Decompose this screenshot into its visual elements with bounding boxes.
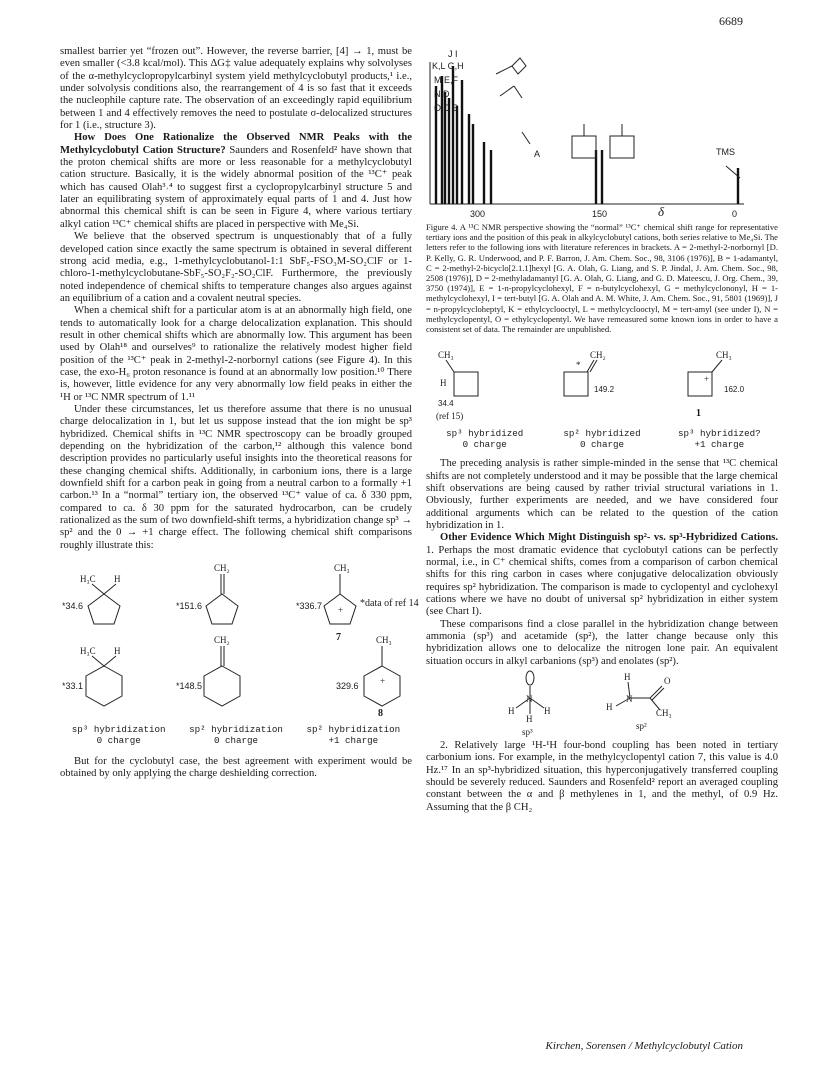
data-reference-note: *data of ref 14 — [360, 598, 419, 610]
hybridization-label: sp³ hybridized — [446, 428, 524, 440]
charge-label: 0 charge — [96, 735, 141, 747]
svg-text:CH₃: CH₃ — [438, 350, 454, 361]
svg-text:*: * — [576, 360, 581, 371]
shift-value: 329.6 — [336, 681, 359, 692]
paragraph: When a chemical shift for a particular atom is at an abnormally high field, one tends to automatically look for a charge delocalization explanation. This should result in other chemical shifts which are abnormally low. This argument has been used by Olah¹⁸ and ourselves⁹ to rationalize the relatively modest higher field position of the ¹³C⁺ peak in 2-methyl-2-norbornyl cations (see Figure 4). In this case, the exo-H₆ proton resonance is found at an abnormally low position.¹⁰ There is, however, little evidence for any very abnormally low field peaks in either the ¹H or ¹³C NMR spectrum of 1.¹¹ — [60, 305, 412, 403]
shift-value: *336.7 — [296, 601, 323, 612]
cyclopentane-ring — [88, 594, 120, 624]
cyclohexane-ring — [86, 666, 122, 706]
shift-value: *148.5 — [176, 681, 203, 692]
chemical-structures-drawing — [60, 556, 412, 716]
axis-delta-label: δ — [658, 204, 665, 219]
ammonia-acetamide-drawing — [426, 668, 778, 728]
svg-text:H: H — [606, 702, 613, 713]
svg-text:H: H — [114, 574, 121, 585]
paragraph: 2. Relatively large ¹H-¹H four-bond coupling has been noted in tertiary carbonium ions. For example, in the methylcyclopentyl cation 7, this value is 4.0 Hz.¹⁷ In an sp³-hybridized situation, this hyperconjugatively transferred coupling should be severely reduced. Saunders and Rosenfeld² report an averaged coupling constant between the α and β methylenes in 1, and the methyl, of 0.9 Hz. Assuming that the β CH₂ — [426, 740, 778, 813]
hybridization-labels — [426, 428, 778, 450]
tms-label: TMS — [716, 147, 735, 157]
peak-labels: O C B — [434, 103, 459, 113]
shift-value: *151.6 — [176, 601, 203, 612]
compound-number: 7 — [336, 632, 341, 644]
svg-text:H: H — [624, 672, 631, 683]
shift-value: 162.0 — [724, 385, 745, 395]
shift-value: *33.1 — [62, 681, 84, 692]
section-heading: Other Evidence Which Might Distinguish sp²- vs. sp³-Hybridized Cations. — [440, 532, 778, 544]
peak-labels: K,L G,H — [432, 61, 464, 71]
charge-label: +1 charge — [694, 439, 745, 451]
svg-text:H₃C: H₃C — [80, 646, 96, 657]
page-number: 6689 — [719, 14, 743, 28]
shift-value: 34.4 — [438, 399, 454, 409]
svg-text:CH₃: CH₃ — [656, 708, 672, 719]
charge-label: 0 charge — [462, 439, 507, 451]
section-paragraph — [60, 132, 412, 231]
charge-label: 0 charge — [213, 735, 259, 747]
shift-value: 149.2 — [594, 385, 615, 395]
hybridization-label: sp² hybridization — [306, 724, 401, 736]
peak-label-a: A — [534, 149, 541, 159]
compound-number: 1 — [696, 408, 701, 420]
peak-labels: M E,F — [434, 75, 458, 85]
hybridization-label: sp² — [636, 721, 647, 732]
svg-text:H: H — [114, 646, 121, 657]
hybridization-labels — [60, 724, 412, 746]
cyclobutyl-cation-icon — [572, 136, 596, 158]
svg-text:+: + — [704, 374, 710, 385]
methylenecyclohexane-ring — [204, 666, 240, 706]
cyclobutyl-comparison-figure — [426, 346, 778, 454]
svg-text:H: H — [508, 706, 515, 717]
axis-tick-label: 300 — [470, 209, 486, 219]
paragraph-text: Saunders and Rosenfeld² have shown that the proton chemical shifts are more or less reasonable for a methylcyclobutyl cation structure. Basically, it is the widely abnormal position of the ¹³C⁺ peak which has caused Olah³˒⁴ to suggest first a cyclopropylcarbinyl structure 5 and later an equilibrating system of approximately equal parts of 1 and 4. Just how abnormal this chemical shift is can be seen in Figure 4, where various tertiary alkyl cation ¹³C⁺ chemical shifts are placed in perspective with Me₄Si. — [60, 144, 412, 230]
chemical-shift-comparison-figure — [60, 556, 419, 752]
svg-text:CH₃: CH₃ — [376, 635, 392, 646]
peak-labels: J I — [448, 49, 458, 59]
svg-text:CH₂: CH₂ — [590, 350, 606, 361]
compound-number: 8 — [378, 708, 383, 720]
svg-text:+: + — [380, 676, 386, 687]
svg-text:H: H — [544, 706, 551, 717]
figure-4-caption: Figure 4. A ¹³C NMR perspective showing the “normal” ¹³C⁺ chemical shift range for representative tertiary ions and the position of this peak in alkylcyclobutyl cations, both series relative to Me₄Si. The letters refer to the following ions with literature references in brackets. A = 2-methyl-2-norbornyl [D. P. Kelly, G. R. Underwood, and P. F. Barron, J. Am. Chem. Soc., 98, 3106 (1976)], B = 1-adamantyl, C = 2-methyl-2-bicyclo[2.1.1]hexyl [G. A. Olah, G. Liang, and S. P. Jindal, J. Am. Chem. Soc., 98, 2508 (1976)], D = 2-methyladamantyl [G. A. Olah, G. Liang, and G. D. Mateescu, J. Org. Chem., 39, 3750 (1974)], E = 1-n-propylcyclohexyl, F = n-butylcyclohexyl, G = methylcyclononyl, H = 1-methylcyclohexyl, I = tert-butyl [G. A. Olah and A. M. White, J. Am. Chem. Soc., 91, 5801 (1969)], J = n-propylcycloheptyl, K = ethylcyclooctyl, L = methylcyclooctyl, M = tert-amyl (see under I), N = methylcyclopentyl, O = ethylcyclopentyl. We have remeasured some known ions in order to have a consistent set of data. The remainder are unpublished. — [426, 222, 778, 335]
shift-value: *34.6 — [62, 601, 84, 612]
svg-text:H: H — [440, 378, 447, 389]
section-paragraph — [426, 532, 778, 618]
nmr-perspective-plot — [426, 46, 778, 222]
hybridization-label: sp³ — [522, 727, 533, 738]
charge-label: +1 charge — [328, 735, 379, 747]
svg-text:CH₃: CH₃ — [334, 563, 350, 574]
axis-tick-label: 150 — [592, 209, 608, 219]
methylcyclobutane-ring — [454, 372, 478, 396]
svg-text:+: + — [338, 605, 344, 616]
cyclobutyl-cation-icon — [610, 136, 634, 158]
running-footer: Kirchen, Sorensen / Methylcyclobutyl Cation — [545, 1040, 743, 1052]
paragraph: These comparisons find a close parallel in the hybridization change between ammonia (sp³) and acetamide (sp²), the latter change because only this hybridization allows one to delocalize the nitrogen lone pair. An equivalent situation occurs in alkyl carbanions (sp³) and enolates (sp²). — [426, 618, 778, 667]
paragraph: But for the cyclobutyl case, the best agreement with experiment would be obtained by only applying the charge deshielding correction. — [60, 756, 412, 780]
svg-text:CH₂: CH₂ — [214, 635, 230, 646]
svg-text:N: N — [626, 694, 633, 705]
svg-text:CH₃: CH₃ — [716, 350, 732, 361]
section-heading: How Does One Rationalize the Observed NMR Peaks with the Methylcyclobutyl Cation Structure? — [60, 132, 412, 156]
hybridization-label: sp³ hybridization — [71, 724, 166, 736]
paragraph: smallest barrier yet “frozen out”. However, the reverse barrier, [4] → 1, must be even smaller (<3.8 kcal/mol). This ΔG‡ value adequately explains why solvolyses of the α-methylcyclopropylcarbinyl system yield methylcyclobutyl products,¹ i.e., under solvolysis conditions also, the rearrangement of 4 is so fast that it exceeds the nucleophile capture rate. The observation of an exceedingly rapid equilibrium between 1 and 4 effectively removes the need to postulate σ-delocalized structures for 1 (i.e., structure 3). — [60, 46, 412, 132]
left-column — [60, 46, 419, 781]
hybridization-label: sp³ hybridized? — [677, 428, 761, 440]
svg-text:N: N — [526, 694, 533, 705]
methylenecyclobutane-ring — [564, 372, 588, 396]
paragraph: Under these circumstances, let us therefore assume that there is no unusual charge delocalization in 1, but let us suppose instead that the ion might be sp³ hybridized. Chemical shifts in ¹³C NMR spectroscopy can be broadly grouped depending on the hybridization of the carbon,¹² although this valence bond description provides no particularly useful insights into the theoretical reasons for these changing chemical shifts. Additionally, in carbonium ions, there is a large downfield shift for a carbon peak in going from a neutral carbon to a formally +1 carbon.¹³ In a “normal” tertiary ion, the observed ¹³C⁺ value of ca. δ 330 ppm, compared to ca. δ 30 ppm for the saturated hydrocarbon, can be crudely rationalized as the sum of two downfield-shift terms, a hybridization change sp³ → sp² and the 0 → +1 charge effect. The following chemical shift comparisons roughly illustrate this: — [60, 403, 412, 551]
methylenecyclopentane-ring — [206, 594, 238, 624]
svg-text:H: H — [526, 714, 533, 725]
ammonia-acetamide-figure — [426, 668, 778, 740]
peak-labels: N D — [434, 89, 450, 99]
charge-label: 0 charge — [579, 439, 625, 451]
svg-text:CH₂: CH₂ — [214, 563, 230, 574]
axis-tick-label: 0 — [732, 209, 738, 219]
hybridization-label: sp² hybridization — [189, 724, 283, 736]
svg-text:H₃C: H₃C — [80, 574, 96, 585]
paragraph: We believe that the observed spectrum is unquestionably that of a fully developed cation since exactly the same spectrum is obtained in several different strong acid media, e.g., 1-methylcyclobutanol-1:1 SbF₅-FSO₃M-SO₂ClF or 1-chloro-1-methylcyclobutane-SbF₅-SO₂F₂-SO₂ClF. Furthermore, the previously noted independence of chemical shifts to temperature changes also argues against an equilibrium of a cation and a covalent neutral species. — [60, 231, 412, 304]
right-column — [426, 46, 778, 814]
figure-4-nmr-spectrum — [426, 46, 778, 222]
paragraph: The preceding analysis is rather simple-minded in the sense that ¹³C chemical shifts are not completely understood and it may be possible that the large chemical shift observations are being caused by rather trivial structural variations in 1. Obviously, further experiments are needed, and we have considered four additional arguments which can be related to the question of the cation hybridization in 1. — [426, 458, 778, 531]
methylcyclohexyl-cation-ring — [364, 666, 400, 706]
reference-note: (ref 15) — [436, 411, 464, 422]
hybridization-label: sp² hybridized — [563, 428, 641, 440]
svg-text:O: O — [664, 676, 671, 687]
paragraph-text: 1. Perhaps the most dramatic evidence that cyclobutyl cations can be perfectly normal, i.e., in C⁺ chemical shifts, comes from a comparison of carbon chemical shifts for this ring carbon in cases where conjugative delocalization obviously requires sp² hybridization. The comparison is made to cyclopentyl and cyclohexyl cations where we have no doubt of universal sp² hybridization in either system (see Chart I). — [426, 544, 778, 618]
